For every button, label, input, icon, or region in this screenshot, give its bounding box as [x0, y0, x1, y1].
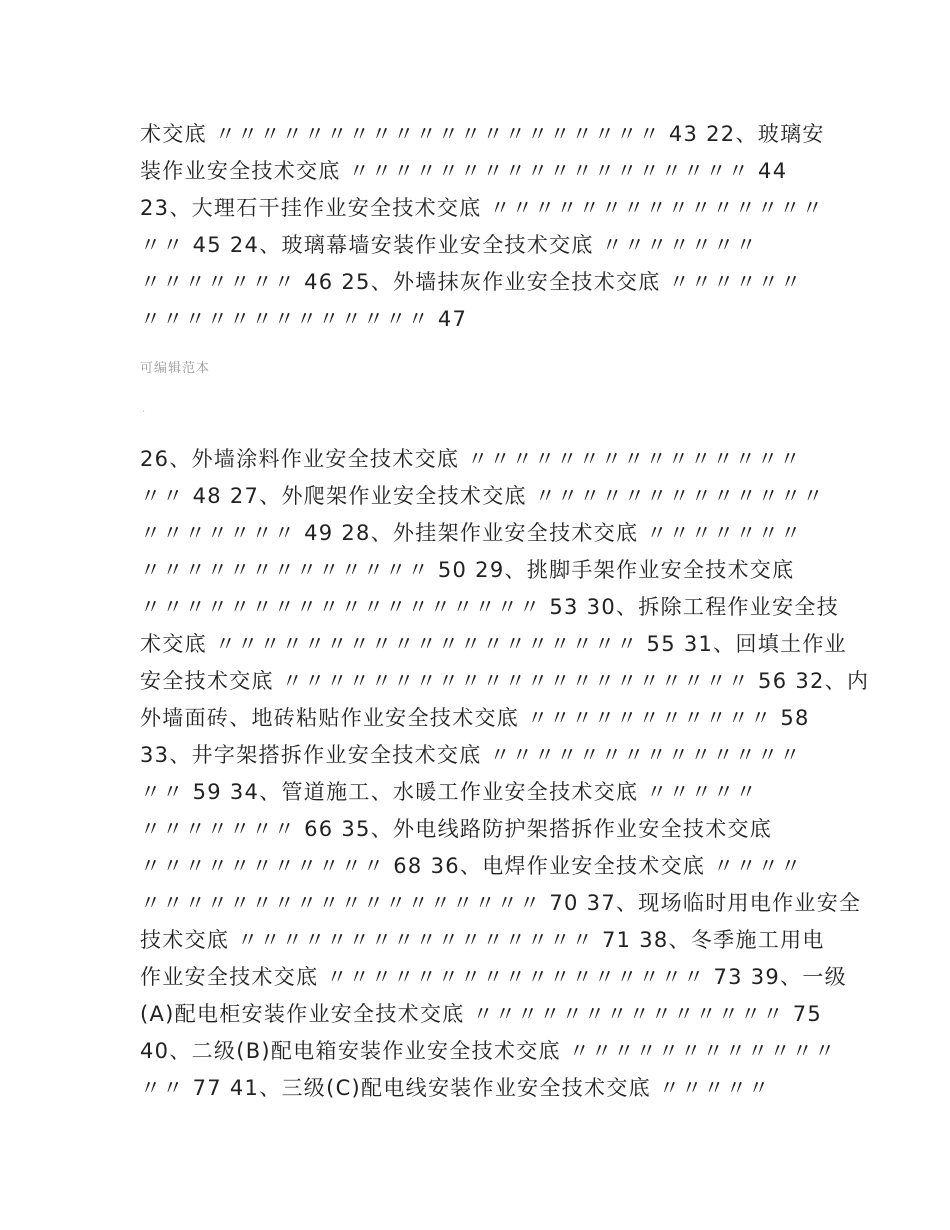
toc-line: 〃〃 59 34、管道施工、水暖工作业安全技术交底 〃〃〃〃〃 [140, 780, 758, 804]
toc-line: 〃〃〃〃〃〃〃〃〃〃〃 68 36、电焊作业安全技术交底 〃〃〃〃 [140, 854, 803, 878]
toc-line: 〃〃 45 24、玻璃幕墙安装作业安全技术交底 〃〃〃〃〃〃〃 [140, 233, 758, 257]
toc-line: 安全技术交底 〃〃〃〃〃〃〃〃〃〃〃〃〃〃〃〃〃〃〃〃〃 56 32、内 [140, 669, 870, 693]
toc-line: 〃〃 77 41、三级(C)配电线安装作业安全技术交底 〃〃〃〃〃 [140, 1076, 771, 1100]
toc-line: 外墙面砖、地砖粘贴作业安全技术交底 〃〃〃〃〃〃〃〃〃〃〃 58 [140, 706, 810, 730]
toc-line: 33、井字架搭拆作业安全技术交底 〃〃〃〃〃〃〃〃〃〃〃〃〃〃 [140, 743, 802, 767]
editable-template-label: 可编辑范本 [140, 361, 211, 376]
toc-line: 〃〃〃〃〃〃〃 49 28、外挂架作业安全技术交底 〃〃〃〃〃〃〃 [140, 521, 803, 545]
toc-line: 装作业安全技术交底 〃〃〃〃〃〃〃〃〃〃〃〃〃〃〃〃〃〃 44 [140, 159, 788, 183]
toc-line: 〃〃〃〃〃〃〃〃〃〃〃〃〃〃〃〃〃〃 70 37、现场临时用电作业安全 [140, 891, 862, 915]
toc-line: 术交底 〃〃〃〃〃〃〃〃〃〃〃〃〃〃〃〃〃〃〃〃 43 22、玻璃安 [140, 122, 825, 146]
toc-line: 40、二级(B)配电箱安装作业安全技术交底 〃〃〃〃〃〃〃〃〃〃〃〃 [140, 1039, 837, 1063]
toc-line: 23、大理石干挂作业安全技术交底 〃〃〃〃〃〃〃〃〃〃〃〃〃〃〃 [140, 196, 824, 220]
toc-line: 术交底 〃〃〃〃〃〃〃〃〃〃〃〃〃〃〃〃〃〃〃 55 31、回填土作业 [140, 632, 847, 656]
toc-line: 〃〃〃〃〃〃〃〃〃〃〃〃〃 47 [140, 307, 468, 331]
toc-line: 〃〃〃〃〃〃〃〃〃〃〃〃〃 50 29、挑脚手架作业安全技术交底 [140, 558, 795, 582]
toc-line: 技术交底 〃〃〃〃〃〃〃〃〃〃〃〃〃〃〃〃 71 38、冬季施工用电 [140, 928, 825, 952]
separator-mark: . [142, 404, 146, 415]
toc-line: 26、外墙涂料作业安全技术交底 〃〃〃〃〃〃〃〃〃〃〃〃〃〃〃 [140, 447, 802, 471]
toc-line: 〃〃〃〃〃〃〃 66 35、外电线路防护架搭拆作业安全技术交底 [140, 817, 773, 841]
toc-line: 〃〃 48 27、外爬架作业安全技术交底 〃〃〃〃〃〃〃〃〃〃〃〃〃 [140, 484, 825, 508]
toc-line: 作业安全技术交底 〃〃〃〃〃〃〃〃〃〃〃〃〃〃〃〃〃 73 39、一级 [140, 965, 847, 989]
toc-top-section [140, 116, 825, 338]
toc-line: 〃〃〃〃〃〃〃 46 25、外墙抹灰作业安全技术交底 〃〃〃〃〃〃 [140, 270, 803, 294]
toc-line: (A)配电柜安装作业安全技术交底 〃〃〃〃〃〃〃〃〃〃〃〃〃〃 75 [140, 1002, 823, 1026]
toc-line: 〃〃〃〃〃〃〃〃〃〃〃〃〃〃〃〃〃〃 53 30、拆除工程作业安全技 [140, 595, 839, 619]
toc-main-section [140, 441, 870, 1107]
